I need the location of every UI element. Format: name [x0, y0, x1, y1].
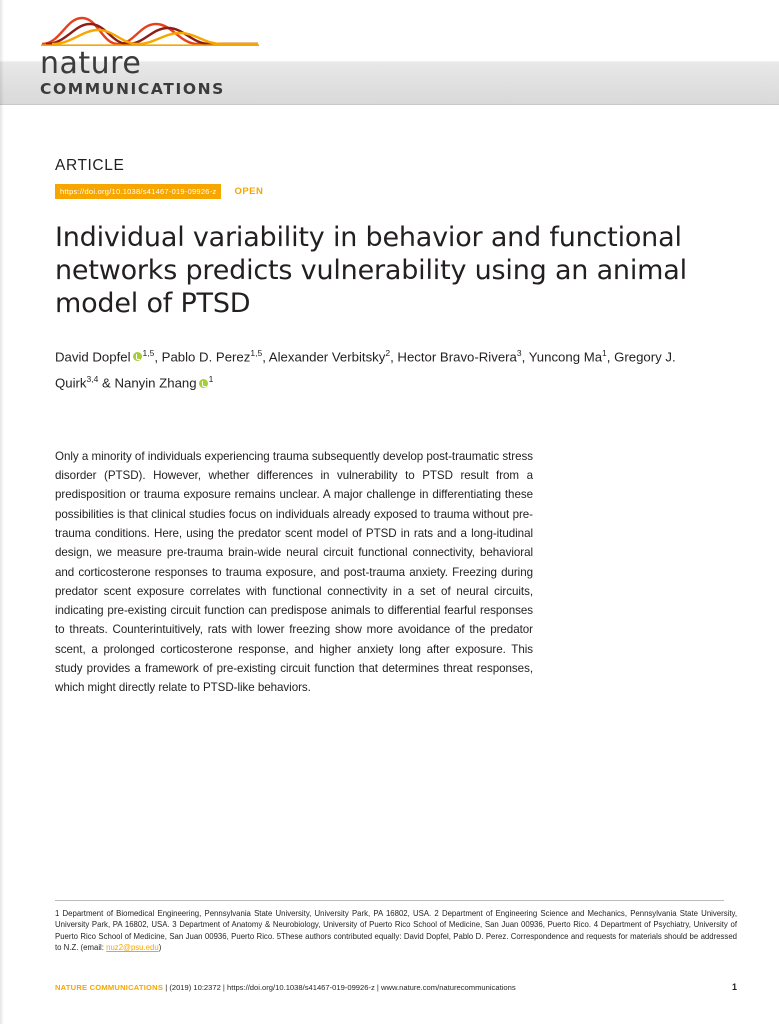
article-type-label: ARTICLE	[55, 157, 125, 174]
footer-citation-text: | (2019) 10:2372 | https://doi.org/10.1038/s41467-019-09926-z | www.nature.com/naturecommunications	[163, 983, 516, 992]
journal-logo	[40, 14, 270, 98]
journal-name: nature	[40, 46, 142, 81]
author-affiliation-marker: 3,4	[86, 374, 99, 385]
footer-citation	[55, 983, 516, 992]
doi-badge[interactable]: https://doi.org/10.1038/s41467-019-09926-z	[55, 184, 221, 199]
author-name[interactable]: David Dopfel	[55, 349, 131, 365]
author-name[interactable]: Alexander Verbitsky	[268, 349, 386, 365]
author-name[interactable]: Pablo D. Perez	[161, 349, 251, 365]
page-title: Individual variability in behavior and functional networks predicts vulnerability using an animal model of PTSD	[55, 222, 687, 319]
footer-brand: NATURE COMMUNICATIONS	[55, 983, 164, 992]
nature-waves-icon	[40, 14, 260, 48]
orcid-icon[interactable]	[199, 379, 208, 388]
page-number: 1	[731, 982, 737, 992]
open-access-tag: OPEN	[234, 186, 264, 197]
affiliations-text-end: )	[158, 943, 162, 953]
author-affiliation-marker: 1	[602, 348, 607, 358]
author-name[interactable]: Hector Bravo-Rivera	[397, 349, 517, 365]
abstract-text: Only a minority of individuals experiencing trauma subsequently develop post-traumatic stress disorder (PTSD). However, whether differences in vulnerability to PTSD result from a predisposition or trauma exposure remains unclear. A major challenge in differentiating these possibilities is that clinical studies focus on individuals already exposed to trauma without pre-trauma conditions. Here, using the predator scent model of PTSD in rats and a long-itudinal design, we measure pre-trauma brain-wide neural circuit functional connectivity, behavioral and corticosterone responses to trauma exposure, and post-trauma anxiety. Freezing during predator scent exposure correlates with functional connectivity in a set of neural circuits, indicating pre-existing circuit function can predispose animals to differential fearful responses to threats. Counterintuitively, rats with lower freezing show more avoidance of the predator scent, a prolonged corticosterone response, and higher anxiety long after exposure. This study provides a framework of pre-existing circuit function that determines threat responses, which might directly relate to PTSD-like behaviors.	[55, 449, 533, 695]
author-affiliation-marker: 1	[208, 374, 214, 385]
page-footer	[55, 982, 737, 992]
author-affiliation-marker: 1,5	[142, 348, 155, 358]
author-affiliation-marker: 2	[385, 348, 391, 358]
corresponding-email-link[interactable]: nuz2@psu.edu	[106, 943, 159, 953]
author-name[interactable]: Gregory J. Quirk	[55, 349, 676, 391]
author-list: David Dopfel $^{1,5}$, Pablo D. Perez$^{1,5}$, Alexander Verbitsky$^2$, Hector Bravo-Rivera$^3$, Yuncong Ma$^1$, Gregory J. Quirk$^{3,4}$ & Nanyin Zhang $^1$	[55, 348, 676, 391]
affiliations-text: 1 Department of Biomedical Engineering, Pennsylvania State University, University Park, PA 16802, USA. 2 Department of Engineering Science and Mechanics, Pennsylvania State University, University Park, PA 16802, USA. 3 Department of Anatomy & Neurobiology, University of Puerto Rico School of Medicine, San Juan 00936, Puerto Rico. 4 Department of Psychiatry, University of Puerto Rico School of Medicine, San Juan 00936, Puerto Rico. 5These authors contributed equally: David Dopfel, Pablo D. Perez. Correspondence and requests for materials should be addressed to N.Z. (email:	[55, 909, 737, 953]
doi-row	[55, 184, 724, 199]
footer-divider	[55, 900, 724, 901]
author-name[interactable]: Yuncong Ma	[528, 349, 603, 365]
affiliations-footnote	[55, 908, 737, 954]
journal-masthead	[0, 0, 779, 105]
author-affiliation-marker: 1,5	[250, 348, 263, 358]
orcid-icon[interactable]	[133, 352, 142, 361]
journal-subtitle: COMMUNICATIONS	[40, 80, 225, 98]
author-affiliation-marker: 3	[516, 348, 522, 358]
author-name[interactable]: Nanyin Zhang	[114, 375, 197, 391]
article-page	[0, 157, 779, 698]
